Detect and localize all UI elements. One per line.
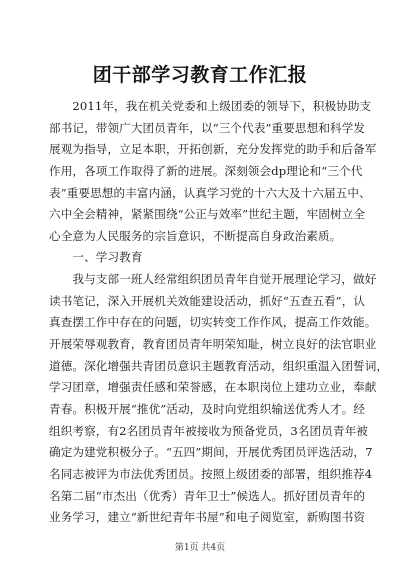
paragraph-line: 道德。深化增强共青团员意识主题教育活动，组织重温入团誓词，	[49, 358, 389, 373]
paragraph-line: 心全意为人民服务的宗旨意识，不断提高自身政治素质。	[49, 228, 342, 243]
document-title: 团干部学习教育工作汇报	[92, 64, 308, 86]
paragraph-line: 组织考察，有2名团员青年被接收为预备党员，3名团员青年被	[49, 423, 368, 438]
paragraph-line: 展观为指导，立足本职，开拓创新，充分发挥党的助手和后备军	[49, 142, 377, 157]
paragraph-line: 读书笔记，深入开展机关效能建设活动，抓好“五查五看”，认	[49, 293, 366, 308]
paragraph-line: 我与支部一班人经常组织团员青年自觉开展理论学习，做好	[49, 272, 377, 287]
paragraph-line: 表”重要思想的丰富内涵，认真学习党的十六大及十六届五中、	[49, 185, 371, 200]
paragraph-line: 2011年，我在机关党委和上级团委的领导下，积极协助支	[49, 99, 372, 113]
paragraph-line: 青春。积极开展“推优”活动，及时向党组织输送优秀人才。经	[49, 401, 366, 416]
paragraph-line: 名第二届“市杰出（优秀）青年卫士”候选人。抓好团员青年的	[49, 488, 366, 503]
paragraph-line: 真查摆工作中存在的问题，切实转变工作作风，提高工作效能。	[49, 315, 377, 330]
paragraph-line: 部书记，带领广大团员青年，以“三个代表”重要思想和科学发	[49, 120, 366, 135]
paragraph-line: 六中全会精神，紧紧围绕“公正与效率”世纪主题，牢固树立全	[49, 207, 366, 222]
paragraph-line: 确定为建党积极分子。“五四”期间，开展优秀团员评选活动，7	[49, 445, 373, 460]
paragraph-line: 业务学习，建立“新世纪青年书屋”和电子阅览室，新购图书资	[49, 510, 366, 525]
paragraph-line: 学习团章，增强责任感和荣誉感，在本职岗位上建功立业，奉献	[49, 380, 377, 395]
document-body	[49, 96, 389, 529]
page-number: 第1页 共4页	[174, 543, 226, 553]
paragraph-line: 名同志被评为市法优秀团员。按照上级团委的部署，组织推荐4	[49, 466, 373, 481]
section-heading: 一、学习教育	[49, 250, 143, 265]
paragraph-line: 开展荣辱观教育，教育团员青年明荣知耻，树立良好的法官职业	[49, 337, 377, 352]
paragraph-line: 作用，各项工作取得了新的进展。深刻领会dp理论和“三个代	[49, 163, 363, 178]
